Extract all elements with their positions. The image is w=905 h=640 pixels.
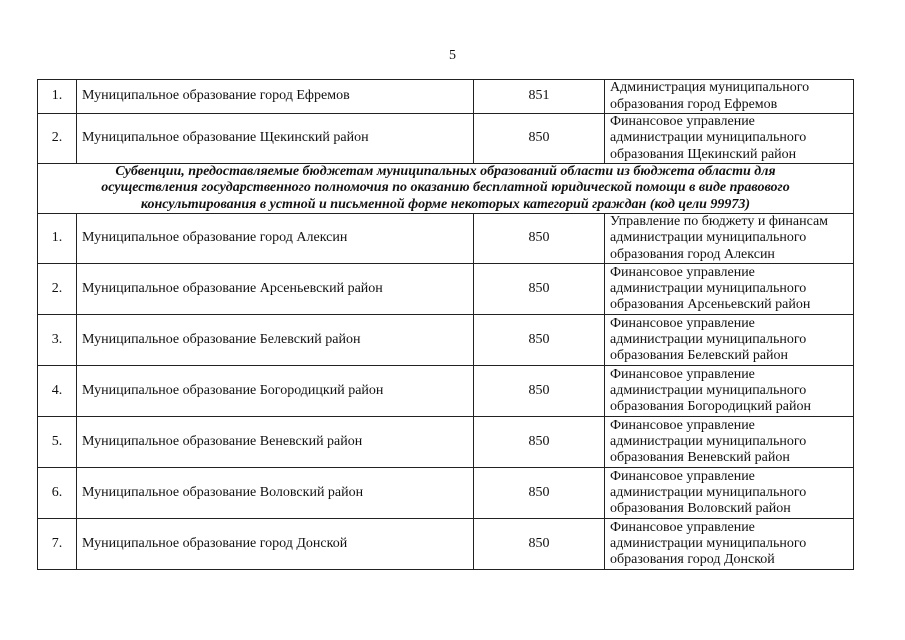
section-header-row [38,164,854,214]
budget-code: 850 [474,468,605,519]
budget-code: 851 [474,80,605,114]
recipients-table [37,79,854,570]
administrator-cell [605,366,854,417]
table-row [38,214,854,264]
administrator-line: администрации муниципального [610,535,807,551]
administrator-line: образования Белевский район [610,348,789,364]
administrator-line: администрации муниципального [610,280,807,296]
table-row [38,315,854,366]
administrator-line: Финансовое управление [610,519,755,535]
municipality-name: Муниципальное образование Щекинский район [77,114,474,164]
administrator-line: образования Богородицкий район [610,399,811,415]
table-row [38,468,854,519]
administrator-line: администрации муниципального [610,230,807,246]
administrator-line: образования Щекинский район [610,146,797,162]
administrator-line: Финансовое управление [610,366,755,382]
municipality-name: Муниципальное образование Веневский район [77,417,474,468]
section-header-line: консультирования в устной и письменной форме некоторых категорий граждан (код цели 99973) [140,196,751,212]
administrator-line: Финансовое управление [610,315,755,331]
section-header-line: Субвенции, предоставляемые бюджетам муниципальных образований области из бюджета области для [115,164,776,180]
administrator-cell [605,80,854,114]
administrator-line: администрации муниципального [610,130,807,146]
section-header-line: осуществления государственного полномочия по оказанию бесплатной юридической помощи в виде правового [101,180,790,196]
row-number: 7. [38,519,77,570]
administrator-line: Финансовое управление [610,264,755,280]
administrator-cell [605,519,854,570]
administrator-cell [605,417,854,468]
row-number: 3. [38,315,77,366]
administrator-cell [605,468,854,519]
table-row [38,264,854,315]
budget-code: 850 [474,417,605,468]
row-number: 2. [38,264,77,315]
row-number: 1. [38,80,77,114]
municipality-name: Муниципальное образование Арсеньевский район [77,264,474,315]
budget-code: 850 [474,114,605,164]
administrator-line: образования Веневский район [610,450,790,466]
budget-code: 850 [474,519,605,570]
section-header [38,164,854,214]
table-row [38,114,854,164]
row-number: 4. [38,366,77,417]
administrator-line: Финансовое управление [610,468,755,484]
budget-code: 850 [474,264,605,315]
administrator-line: образования город Ефремов [610,96,778,112]
administrator-line: образования город Донской [610,552,775,568]
administrator-cell [605,214,854,264]
administrator-line: Администрация муниципального [610,80,810,96]
municipality-name: Муниципальное образование Белевский район [77,315,474,366]
page-number: 5 [449,48,456,63]
administrator-line: администрации муниципального [610,331,807,347]
municipality-name: Муниципальное образование город Донской [77,519,474,570]
municipality-name: Муниципальное образование Воловский район [77,468,474,519]
municipality-name: Муниципальное образование Богородицкий район [77,366,474,417]
administrator-cell [605,315,854,366]
budget-code: 850 [474,214,605,264]
administrator-line: образования Воловский район [610,501,791,517]
administrator-cell [605,264,854,315]
table-row [38,417,854,468]
budget-code: 850 [474,315,605,366]
administrator-line: администрации муниципального [610,382,807,398]
table-row [38,519,854,570]
row-number: 6. [38,468,77,519]
administrator-line: образования Арсеньевский район [610,297,811,313]
row-number: 1. [38,214,77,264]
administrator-line: администрации муниципального [610,484,807,500]
budget-code: 850 [474,366,605,417]
administrator-line: Управление по бюджету и финансам [610,214,829,230]
administrator-line: образования город Алексин [610,246,775,262]
table-row [38,80,854,114]
municipality-name: Муниципальное образование город Ефремов [77,80,474,114]
table-row [38,366,854,417]
municipality-name: Муниципальное образование город Алексин [77,214,474,264]
administrator-line: администрации муниципального [610,433,807,449]
administrator-line: Финансовое управление [610,114,755,130]
administrator-line: Финансовое управление [610,417,755,433]
row-number: 2. [38,114,77,164]
administrator-cell [605,114,854,164]
row-number: 5. [38,417,77,468]
